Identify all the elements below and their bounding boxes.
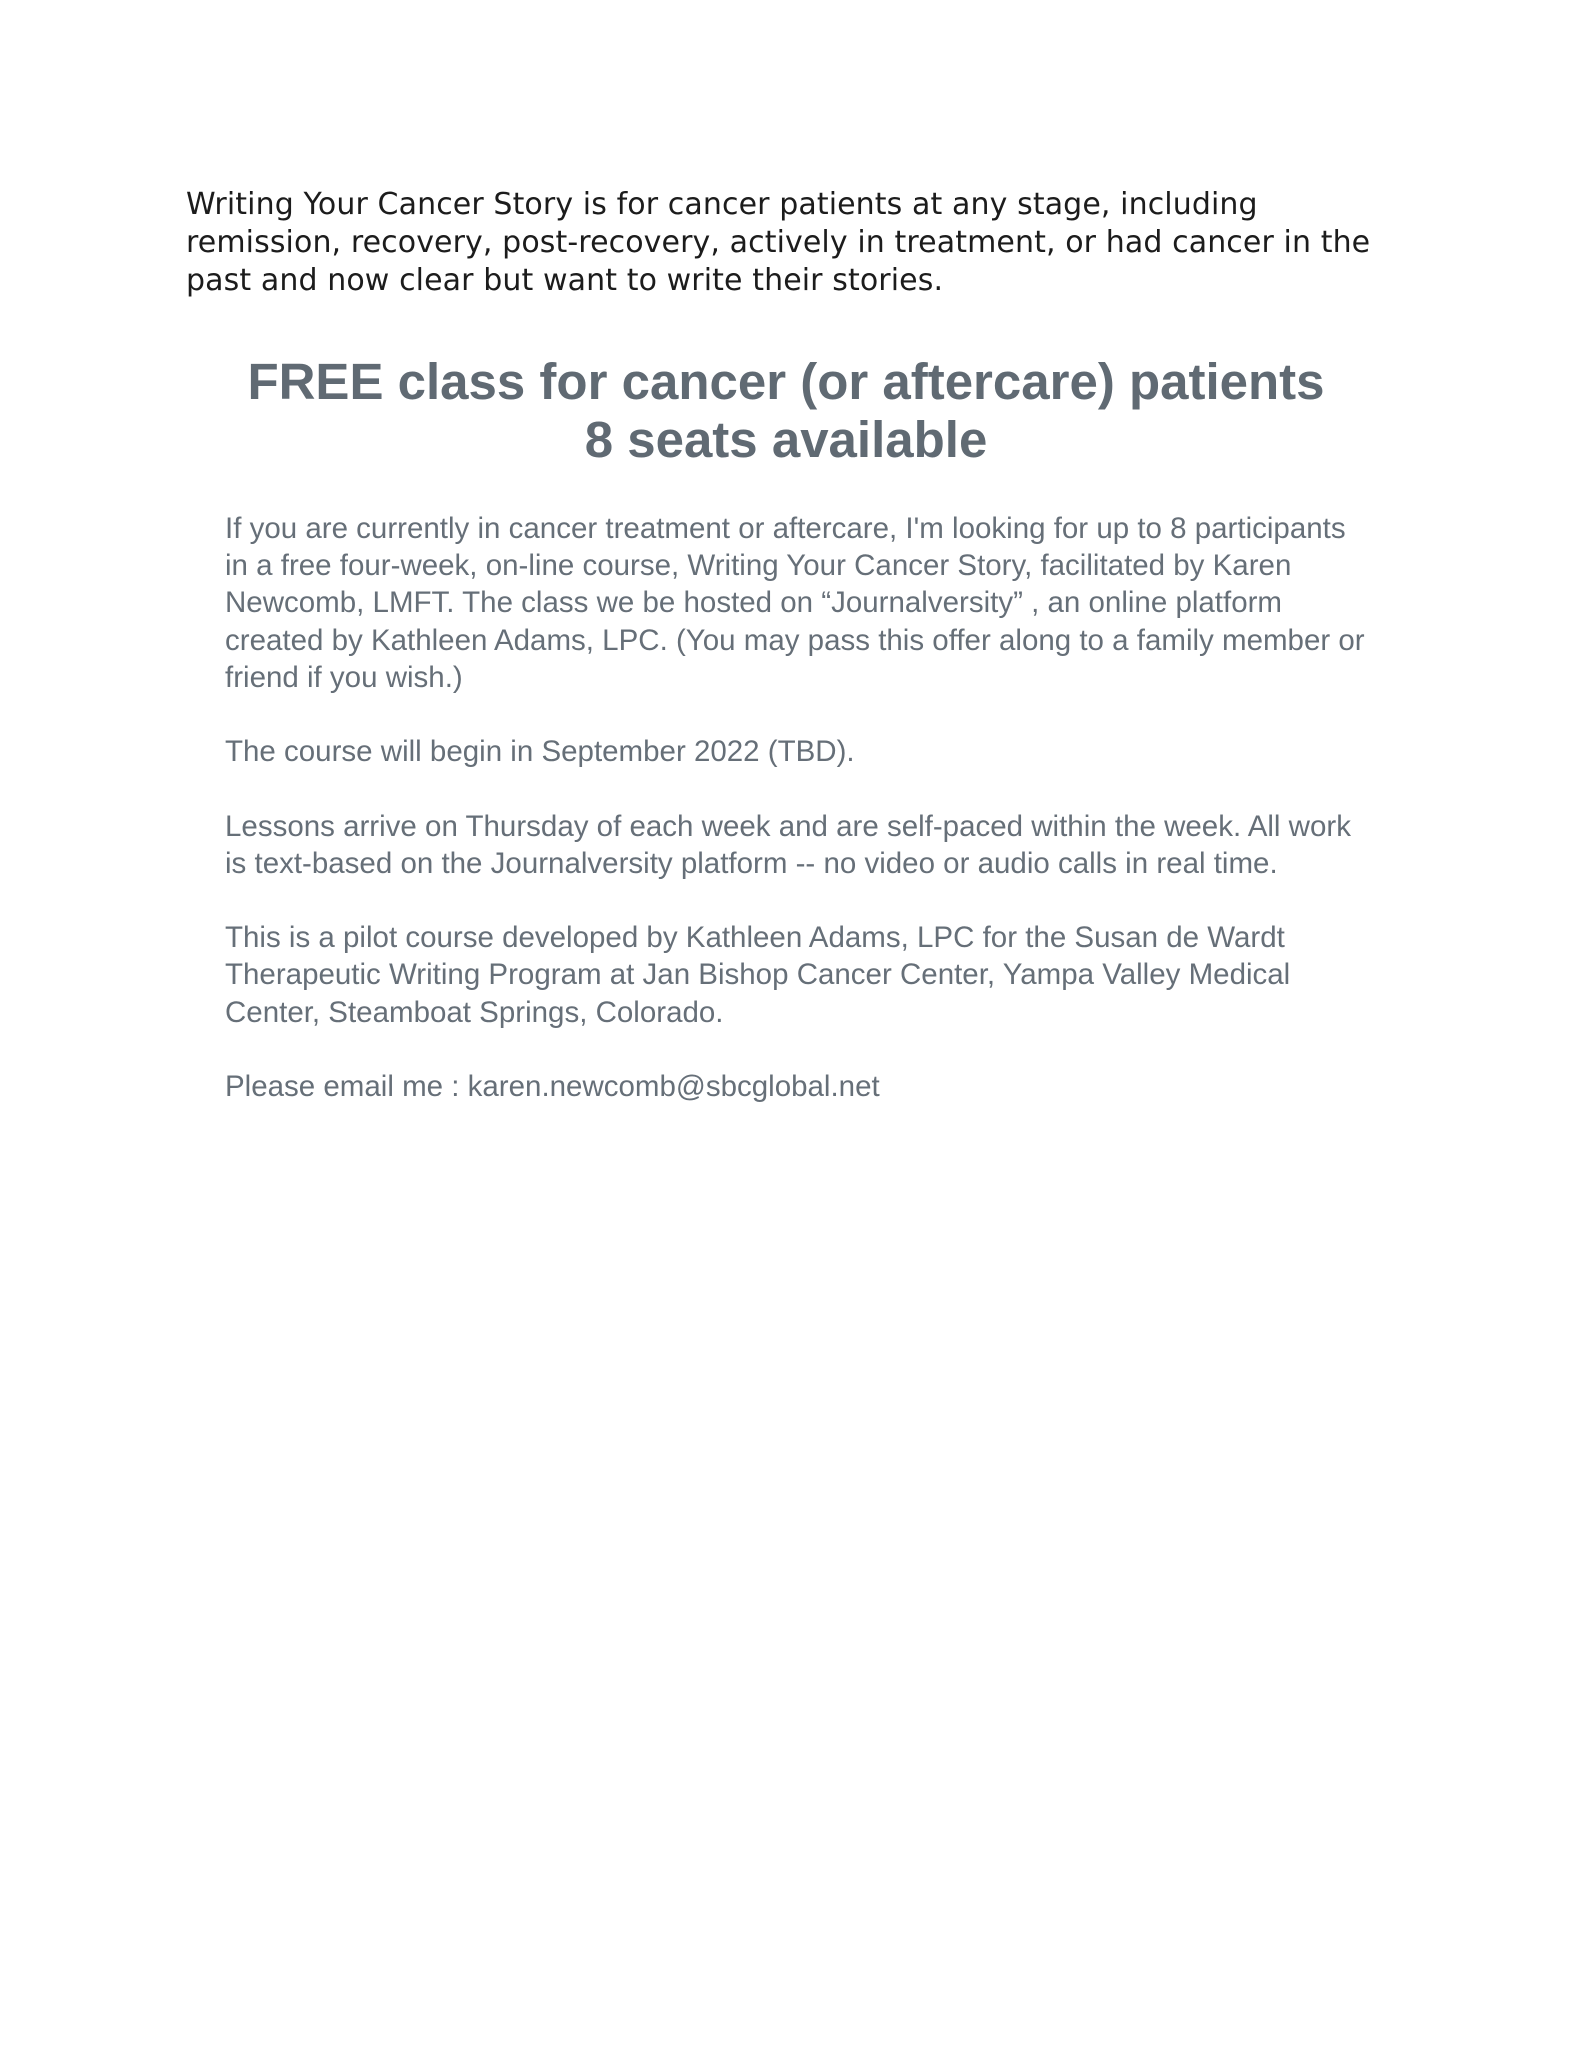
paragraph-lessons: Lessons arrive on Thursday of each week and are self-paced within the week. All work is text-based on the Journalversity platform -- no video or audio calls in real time. [225,809,1351,880]
paragraph-pilot-course: This is a pilot course developed by Kathleen Adams, LPC for the Susan de Wardt Therapeutic Writing Program at Jan Bishop Cancer Center, Yampa Valley Medical Center, Steamboat Springs, Colorado. [225,921,1291,1029]
paragraph-invitation: If you are currently in cancer treatment or aftercare, I'm looking for up to 8 participants in a free four-week, on-line course, Writing Your Cancer Story, facilitated by Karen Newcomb, LMFT. The class we be hosted on “Journalversity” , an online platform created by Kathleen Adams, LPC. (You may pass this offer along to a family member or friend if you wish.) [225,512,1365,694]
headline-line-1: FREE class for cancer (or aftercare) patients [247,353,1325,410]
paragraph-contact-email: Please email me : karen.newcomb@sbcglobal.net [225,1069,880,1103]
body-text [225,510,1375,1142]
headline [186,353,1386,469]
intro-paragraph: Writing Your Cancer Story is for cancer patients at any stage, including remission, recovery, post-recovery, actively in treatment, or had cancer in the past and now clear but want to write their stories. [186,187,1371,298]
paragraph-start-date: The course will begin in September 2022 (TBD). [225,735,855,769]
headline-line-2: 8 seats available [584,411,988,468]
